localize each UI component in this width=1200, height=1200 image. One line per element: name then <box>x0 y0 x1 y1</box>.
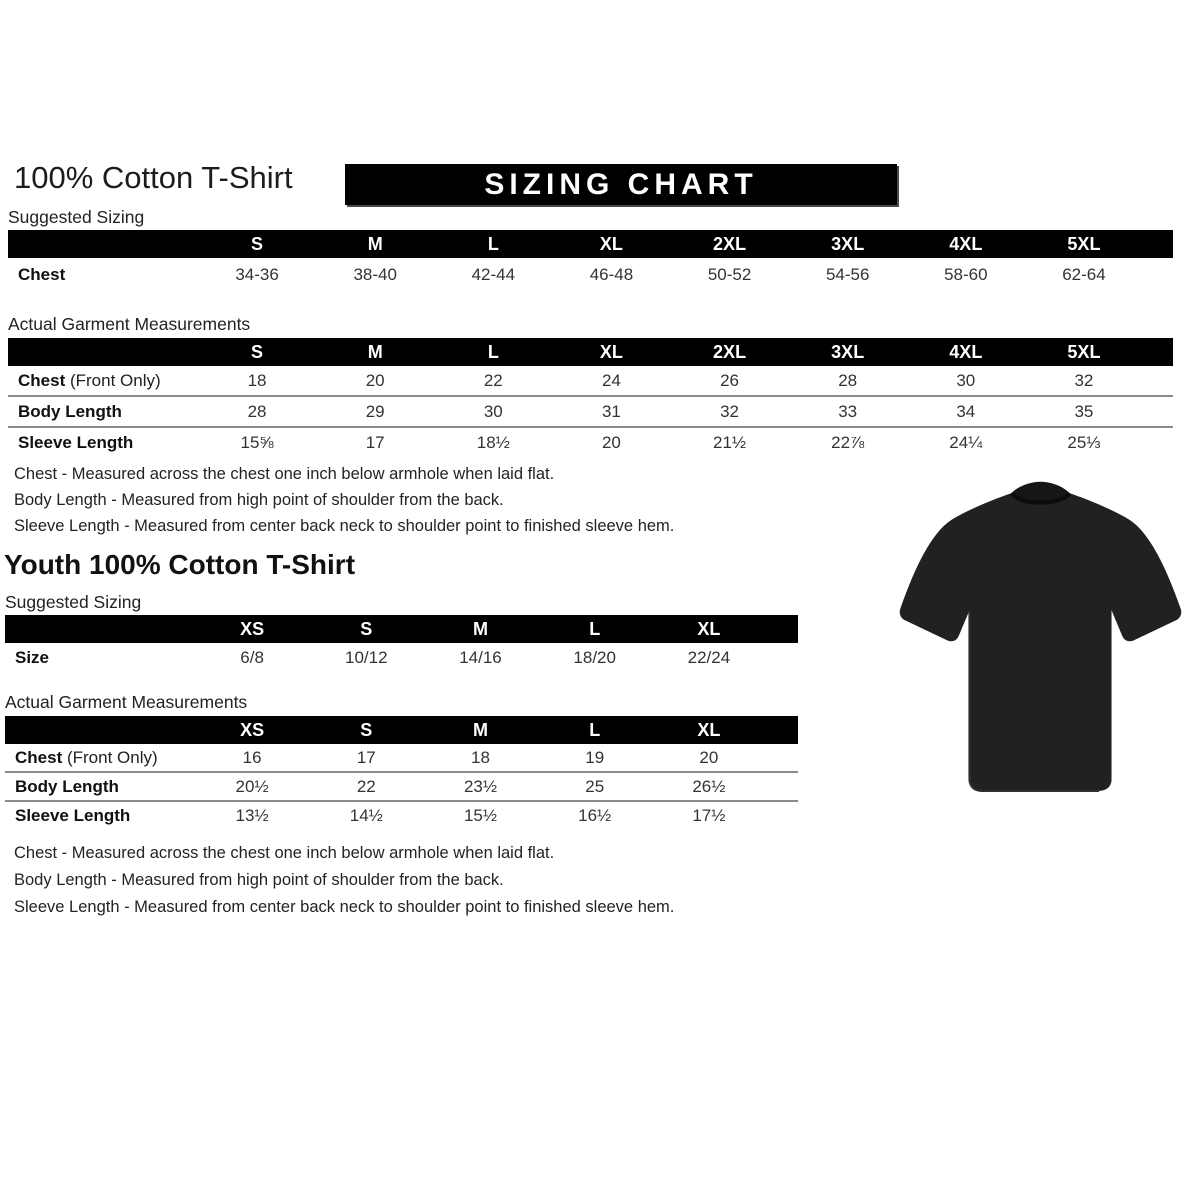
value-cell: 18/20 <box>573 647 616 667</box>
value-cell: 20½ <box>235 776 269 796</box>
value-cell: 13½ <box>235 805 269 825</box>
value-cell: 18½ <box>476 432 510 452</box>
column-header: 2XL <box>713 341 747 362</box>
adult-actual-measurements-table <box>8 338 1173 457</box>
column-header: XL <box>697 719 721 740</box>
row-label: Body Length <box>18 401 122 421</box>
table-row <box>5 643 798 672</box>
value-cell: 26 <box>720 370 740 390</box>
row-label: Sleeve Length <box>18 432 134 452</box>
column-header: S <box>251 233 264 254</box>
value-cell: 14/16 <box>459 647 502 667</box>
value-cell: 14½ <box>349 805 383 825</box>
adult-note-sleeve-length: Sleeve Length - Measured from center back neck to shoulder point to finished sleeve hem. <box>14 517 675 535</box>
column-header: M <box>472 719 488 740</box>
black-tshirt-icon <box>888 478 1193 803</box>
adult-title: 100% Cotton T-Shirt <box>14 160 293 195</box>
column-header: 5XL <box>1067 233 1101 254</box>
value-cell: 16½ <box>578 805 612 825</box>
row-label: Chest <box>18 264 66 284</box>
value-cell: 21½ <box>713 432 747 452</box>
column-header: S <box>251 341 264 362</box>
value-cell: 19 <box>585 747 605 767</box>
row-label: Chest (Front Only) <box>18 370 161 390</box>
table-row <box>5 744 798 771</box>
value-cell: 29 <box>365 401 385 421</box>
column-header: XL <box>599 233 623 254</box>
youth-note-sleeve-length: Sleeve Length - Measured from center back neck to shoulder point to finished sleeve hem. <box>14 898 675 916</box>
adult-note-body-length: Body Length - Measured from high point of shoulder from the back. <box>14 491 504 509</box>
column-header: L <box>487 233 499 254</box>
value-cell: 16 <box>242 747 262 767</box>
value-cell: 34 <box>956 401 976 421</box>
column-header: 3XL <box>831 233 865 254</box>
table-header-row <box>5 615 798 643</box>
value-cell: 30 <box>956 370 976 390</box>
table-row <box>5 800 798 829</box>
value-cell: 25⅓ <box>1067 432 1101 452</box>
value-cell: 25 <box>585 776 605 796</box>
value-cell: 18 <box>247 370 267 390</box>
table-row <box>8 258 1173 291</box>
table-header-row <box>8 230 1173 258</box>
value-cell: 17½ <box>692 805 726 825</box>
column-header: XS <box>240 719 265 740</box>
value-cell: 24 <box>601 370 621 390</box>
row-label: Size <box>15 647 50 667</box>
value-cell: 20 <box>601 432 621 452</box>
value-cell: 32 <box>720 401 740 421</box>
youth-note-body-length: Body Length - Measured from high point of shoulder from the back. <box>14 871 504 889</box>
column-header: 5XL <box>1067 341 1101 362</box>
youth-actual-measurements-table <box>5 716 798 829</box>
value-cell: 6/8 <box>240 647 264 667</box>
value-cell: 62-64 <box>1062 264 1106 284</box>
value-cell: 10/12 <box>345 647 388 667</box>
table-row <box>8 366 1173 395</box>
sizing-chart-banner-text: SIZING CHART <box>484 167 758 201</box>
value-cell: 30 <box>483 401 503 421</box>
youth-suggested-sizing-label: Suggested Sizing <box>5 592 142 612</box>
table-header-row <box>8 338 1173 366</box>
value-cell: 50-52 <box>707 264 752 284</box>
column-header: S <box>360 719 373 740</box>
value-cell: 38-40 <box>353 264 397 284</box>
value-cell: 31 <box>601 401 621 421</box>
table-row <box>8 395 1173 426</box>
column-header: 4XL <box>949 233 983 254</box>
youth-measurement-notes <box>14 840 674 921</box>
column-header: L <box>589 719 601 740</box>
youth-actual-measurements-label: Actual Garment Measurements <box>5 692 248 712</box>
row-label: Chest (Front Only) <box>15 747 158 767</box>
value-cell: 23½ <box>463 776 498 796</box>
column-header: M <box>472 618 488 639</box>
column-header: L <box>487 341 499 362</box>
column-header: XL <box>599 341 623 362</box>
adult-note-chest: Chest - Measured across the chest one inch below armhole when laid flat. <box>14 465 555 483</box>
sizing-chart-banner <box>345 164 897 205</box>
youth-note-chest: Chest - Measured across the chest one inch below armhole when laid flat. <box>14 844 555 862</box>
column-header: L <box>589 618 601 639</box>
value-cell: 28 <box>838 370 858 390</box>
adult-measurement-notes <box>14 461 674 539</box>
value-cell: 15½ <box>463 805 498 825</box>
value-cell: 24¼ <box>949 432 983 452</box>
value-cell: 42-44 <box>471 264 516 284</box>
row-label: Body Length <box>15 776 119 796</box>
value-cell: 35 <box>1074 401 1094 421</box>
value-cell: 20 <box>365 370 385 390</box>
column-header: 2XL <box>713 233 747 254</box>
table-header-row <box>5 716 798 744</box>
value-cell: 17 <box>356 747 376 767</box>
value-cell: 22/24 <box>687 647 731 667</box>
column-header: XL <box>697 618 721 639</box>
row-label: Sleeve Length <box>15 805 131 825</box>
value-cell: 32 <box>1074 370 1094 390</box>
value-cell: 22⅞ <box>831 432 865 452</box>
column-header: 3XL <box>831 341 865 362</box>
column-header: S <box>360 618 373 639</box>
youth-title: Youth 100% Cotton T-Shirt <box>4 549 356 580</box>
table-row <box>5 771 798 800</box>
value-cell: 26½ <box>692 776 726 796</box>
column-header: M <box>367 233 383 254</box>
table-row <box>8 426 1173 457</box>
value-cell: 20 <box>699 747 719 767</box>
value-cell: 33 <box>838 401 858 421</box>
adult-actual-measurements-label: Actual Garment Measurements <box>8 314 251 334</box>
value-cell: 28 <box>247 401 267 421</box>
adult-suggested-sizing-table <box>8 230 1173 291</box>
column-header: M <box>367 341 383 362</box>
column-header: XS <box>240 618 265 639</box>
youth-suggested-sizing-table <box>5 615 798 672</box>
value-cell: 22 <box>483 370 503 390</box>
value-cell: 18 <box>471 747 490 767</box>
value-cell: 46-48 <box>589 264 634 284</box>
value-cell: 22 <box>356 776 376 796</box>
column-header: 4XL <box>949 341 983 362</box>
value-cell: 54-56 <box>825 264 870 284</box>
value-cell: 17 <box>365 432 385 452</box>
value-cell: 58-60 <box>944 264 988 284</box>
value-cell: 34-36 <box>235 264 279 284</box>
adult-suggested-sizing-label: Suggested Sizing <box>8 207 145 227</box>
value-cell: 15⅝ <box>240 432 274 452</box>
